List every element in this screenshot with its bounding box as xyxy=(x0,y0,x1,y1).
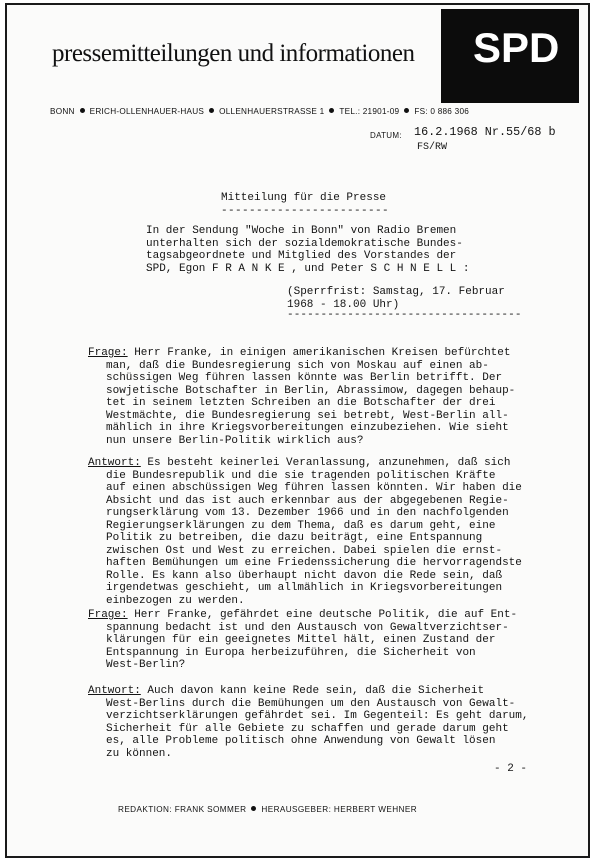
bullet-icon xyxy=(329,108,334,113)
page-number: - 2 - xyxy=(494,763,528,775)
bullet-icon xyxy=(80,108,85,113)
intro-line: In der Sendung "Woche in Bonn" von Radio Bremen xyxy=(146,225,457,237)
qa-line: es, alle Probleme politisch ohne Anwendung von Gewalt lösen xyxy=(106,735,496,747)
qa-line: zwischen Ost und West zu erreichen. Dabei spielen die ernst- xyxy=(106,544,503,557)
typist-signature: FS/RW xyxy=(417,142,448,153)
qa-block-answer-1 xyxy=(88,457,522,607)
qa-line: irgendetwas geschieht, um allmählich in Kriegsvorbereitungen xyxy=(106,582,503,594)
address-city: BONN xyxy=(50,107,75,116)
qa-line: auf einen abschüssigen Weg führen lassen könnten. Wir haben die xyxy=(106,482,522,494)
intro-line: SPD, Egon F R A N K E , und Peter S C H N E L L : xyxy=(146,262,470,275)
qa-line: verzichtserklärungen gefährdet sei. Im Gegenteil: Es geht darum, xyxy=(106,710,529,722)
question-label: Frage: xyxy=(88,609,128,621)
qa-line: mählich in ihre Kriegsvorbereitungen einzubeziehen. Wie sieht xyxy=(106,422,509,434)
qa-line: zu können. xyxy=(106,747,173,760)
bullet-icon xyxy=(404,108,409,113)
intro-line: tagsabgeordnete und Mitglied des Vorstandes der xyxy=(146,250,457,262)
qa-line: schüssigen Weg führen lassen könnte was Berlin betrifft. Der xyxy=(106,372,503,384)
intro-paragraph xyxy=(146,225,556,275)
qa-first-line: Auch davon kann keine Rede sein, daß die Sicherheit xyxy=(140,685,485,697)
qa-line: man, daß die Bundesregierung sich von Moskau auf einen ab- xyxy=(106,359,489,372)
embargo-line: (Sperrfrist: Samstag, 17. Februar xyxy=(287,286,505,298)
embargo-notice xyxy=(287,286,505,311)
address-street: OLLENHAUERSTRASSE 1 xyxy=(219,107,325,116)
answer-label: Antwort: xyxy=(88,457,141,469)
letterhead-title: pressemitteilungen und informationen xyxy=(52,40,415,67)
qa-first-line: Herr Franke, in einigen amerikanischen Kreisen befürchtet xyxy=(127,347,511,359)
answer-label: Antwort: xyxy=(88,685,141,697)
qa-line: rungserklärung vom 13. Dezember 1966 und in den nachfolgenden xyxy=(106,507,509,519)
press-heading-underline: ------------------------ xyxy=(221,205,390,217)
qa-first-line: Es besteht keinerlei Veranlassung, anzunehmen, daß sich xyxy=(140,457,511,469)
qa-line: nun unsere Berlin-Politik wirklich aus? xyxy=(106,434,364,447)
qa-line: West-Berlin? xyxy=(106,659,186,671)
qa-line: haften Bemühungen um eine Friedenssicherung die hervorragendste xyxy=(106,557,522,569)
address-telex: FS: 0 886 306 xyxy=(414,107,470,116)
qa-line: Westmächte, die Bundesregierung sei betrebt, West-Berlin all- xyxy=(106,409,509,422)
qa-line: tet in seinem letzten Schreiben an die Botschafter der drei xyxy=(106,397,496,409)
embargo-line: 1968 - 18.00 Uhr) xyxy=(287,298,400,311)
footer-credits xyxy=(118,805,417,814)
qa-line: einbezogen zu werden. xyxy=(106,594,245,607)
qa-line: Entspannung in Europa herbeizuführen, die Sicherheit von xyxy=(106,646,476,659)
qa-line: Politik zu betreiben, die dazu beiträgt, eine Entspannung xyxy=(106,532,483,544)
press-heading: Mitteilung für die Presse xyxy=(221,192,387,204)
footer-publisher: HERAUSGEBER: HERBERT WEHNER xyxy=(261,805,418,814)
question-label: Frage: xyxy=(88,347,128,359)
qa-line: West-Berlins durch die Bemühungen um den Austausch von Gewalt- xyxy=(106,697,516,710)
date-label: DATUM: xyxy=(370,131,402,140)
qa-line: die Bundesrepublik und die sie tragenden politischen Kräfte xyxy=(106,469,496,482)
qa-line: klärungen für ein geeignetes Mittel hält, einen Zustand der xyxy=(106,634,496,646)
qa-line: Absicht und das ist auch erkennbar aus der abgegebenen Regie- xyxy=(106,494,509,507)
footer-editor: REDAKTION: FRANK SOMMER xyxy=(118,805,247,814)
qa-line: Regierungserklärungen zu dem Thema, daß es darum geht, eine xyxy=(106,519,496,532)
embargo-underline: ----------------------------------- xyxy=(287,309,522,321)
qa-line: sowjetische Botschafter in Berlin, Abrassimow, dagegen behaup- xyxy=(106,384,516,397)
qa-line: Rolle. Es kann also überhaupt nicht davon die Rede sein, daß xyxy=(106,569,503,582)
qa-line: spannung bedacht ist und den Austausch von Gewaltverzichtser- xyxy=(106,621,509,634)
spd-logo-text: SPD xyxy=(473,24,560,71)
bullet-icon xyxy=(209,108,214,113)
qa-block-question-1 xyxy=(88,347,515,447)
address-phone: TEL.: 21901-09 xyxy=(339,107,400,116)
intro-line: unterhalten sich der sozialdemokratische Bundes- xyxy=(146,237,463,250)
address-building: ERICH-OLLENHAUER-HAUS xyxy=(89,107,205,116)
bullet-icon xyxy=(251,806,256,811)
date-value: 16.2.1968 Nr.55/68 b xyxy=(414,125,556,139)
qa-line: Sicherheit für alle Gebiete zu schaffen und gerade darum geht xyxy=(106,722,509,735)
qa-first-line: Herr Franke, gefährdet eine deutsche Politik, die auf Ent- xyxy=(127,609,518,621)
qa-block-answer-2 xyxy=(88,685,528,760)
qa-block-question-2 xyxy=(88,609,517,672)
address-line xyxy=(50,107,469,116)
